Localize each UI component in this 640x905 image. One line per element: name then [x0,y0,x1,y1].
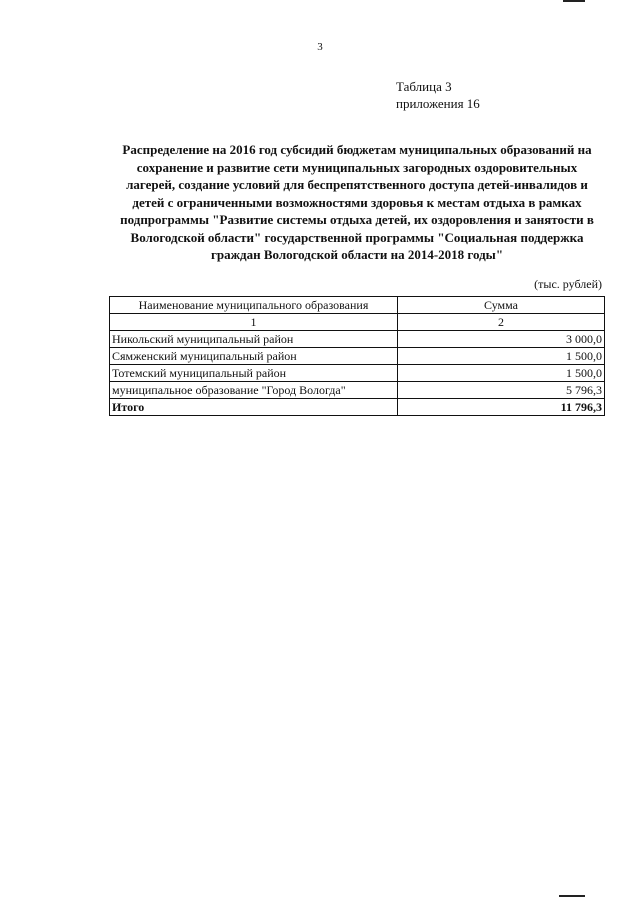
total-row [110,399,605,416]
document-title: Распределение на 2016 год субсидий бюджетам муниципальных образований на сохранение и развитие сети муниципальных загородных оздоровительных лагерей, создание условий для беспрепятственного доступа детей-инвалидов и детей с ограниченными возможностями здоровья к местам отдыха в рамках подпрограммы "Развитие системы отдыха детей, их оздоровления и занятости в Вологодской области" государственной программы "Социальная поддержка граждан Вологодской области на 2014-2018 годы" [120,142,594,262]
caption-line-2: приложения 16 [396,96,480,111]
table-row [110,382,605,399]
table-header-row [110,297,605,314]
total-sum: 11 796,3 [398,399,605,416]
row-name: Никольский муниципальный район [110,331,398,348]
column-number-1: 1 [110,314,398,331]
header-name: Наименование муниципального образования [110,297,398,314]
table-row [110,365,605,382]
total-name: Итого [110,399,398,416]
table-row [110,348,605,365]
units-label: (тыс. рублей) [534,277,602,291]
column-number-row [110,314,605,331]
row-name: муниципальное образование "Город Вологда" [110,382,398,399]
row-sum: 1 500,0 [398,365,605,382]
row-sum: 3 000,0 [398,331,605,348]
subsidy-table [109,296,605,416]
page-number: 3 [317,41,323,53]
table-caption [396,78,480,112]
scan-mark-top [563,0,585,2]
column-number-2: 2 [398,314,605,331]
row-sum: 5 796,3 [398,382,605,399]
table-row [110,331,605,348]
row-sum: 1 500,0 [398,348,605,365]
header-sum: Сумма [398,297,605,314]
row-name: Тотемский муниципальный район [110,365,398,382]
scan-mark-bottom [559,895,585,897]
caption-line-1: Таблица 3 [396,79,452,94]
row-name: Сямженский муниципальный район [110,348,398,365]
